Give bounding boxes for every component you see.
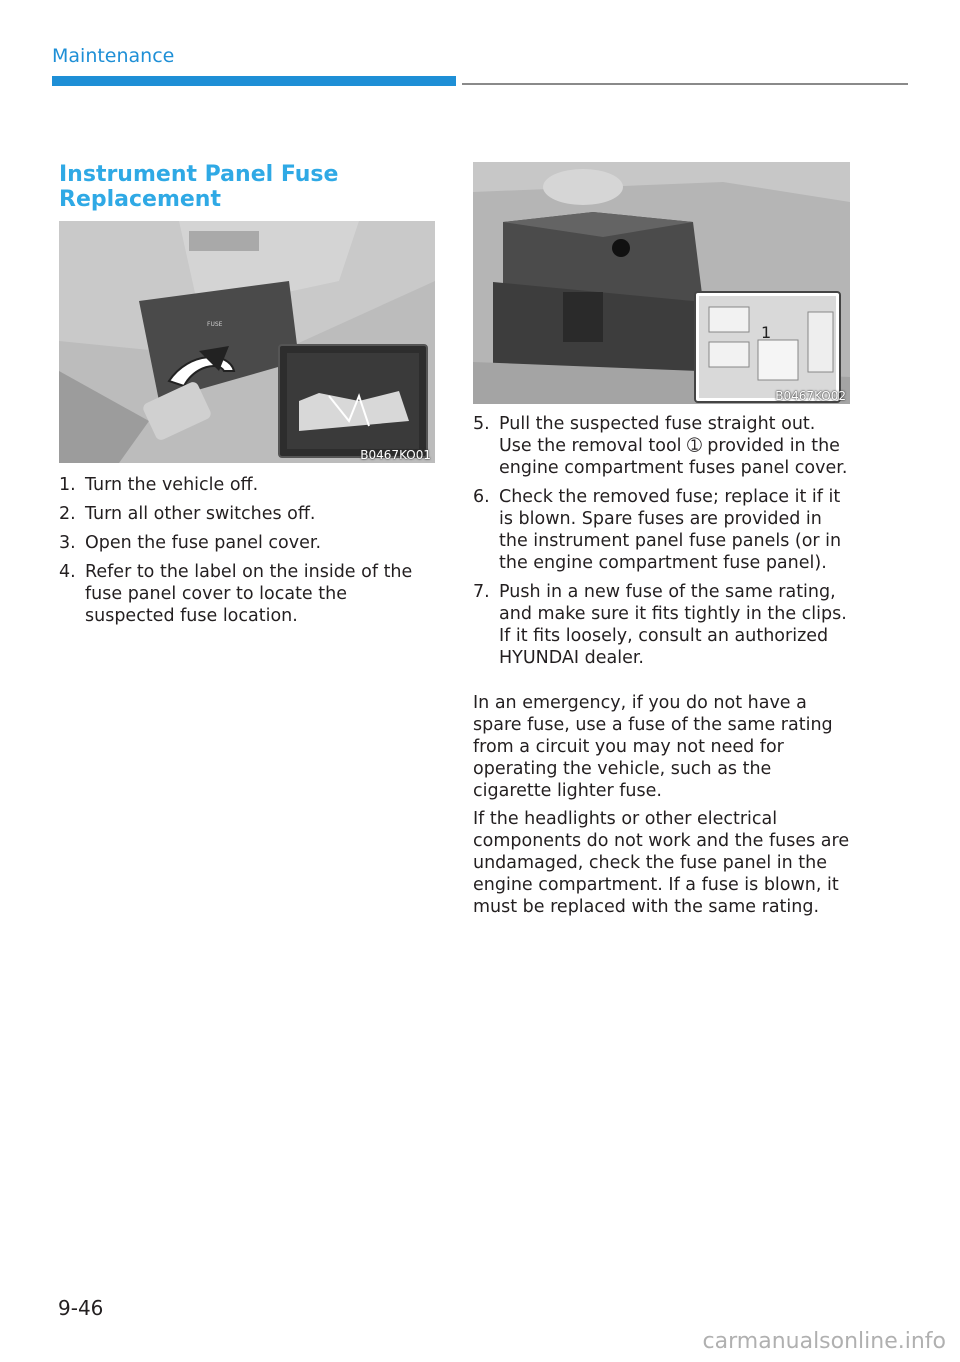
figure-engine-compartment	[473, 162, 850, 404]
steps-left-list	[59, 474, 439, 634]
list-item	[473, 413, 853, 479]
list-item	[473, 486, 853, 574]
step-number: 3.	[59, 533, 76, 553]
step-number: 5.	[473, 414, 490, 434]
watermark: carmanualsonline.info	[702, 1329, 946, 1354]
step-number: 6.	[473, 487, 490, 507]
step-number: 4.	[59, 562, 76, 582]
header-rule-gray	[462, 83, 908, 85]
step-text: Check the removed fuse; replace it if it is blown. Spare fuses are provided in the instrument panel fuse panels (or in the engine compartment fuse panel).	[499, 487, 842, 573]
list-item	[59, 503, 439, 525]
step-text: Turn all other switches off.	[85, 504, 316, 524]
steps-right-list	[473, 413, 853, 676]
page-number: 9-46	[58, 1296, 104, 1320]
callout-number: 1	[761, 323, 772, 342]
step-text: Open the fuse panel cover.	[85, 533, 322, 553]
list-item	[59, 561, 439, 627]
step-number: 7.	[473, 582, 490, 602]
header-rule-blue	[52, 76, 456, 86]
instrument-panel-illustration	[59, 221, 435, 463]
figure-code: B0467KO01	[360, 448, 431, 462]
fuse-cover-label: FUSE	[207, 321, 223, 328]
step-text: Turn the vehicle off.	[85, 475, 259, 495]
figure-code: B0467KO02	[775, 389, 846, 403]
list-item	[59, 474, 439, 496]
step-number: 1.	[59, 475, 76, 495]
list-item	[473, 581, 853, 669]
list-item	[59, 532, 439, 554]
step-text: Refer to the label on the inside of the fuse panel cover to locate the suspected fuse location.	[85, 562, 413, 626]
headlights-paragraph: If the headlights or other electrical components do not work and the fuses are undamaged, check the fuse panel in the engine compartment. If a fuse is blown, it must be replaced with the same rating.	[473, 809, 850, 917]
step-text: Push in a new fuse of the same rating, and make sure it fits tightly in the clips. If it fits loosely, consult an authorized HYUNDAI dealer.	[499, 582, 847, 668]
figure-instrument-panel	[59, 221, 435, 463]
step-number: 2.	[59, 504, 76, 524]
engine-compartment-illustration	[473, 162, 850, 404]
step-text: Pull the suspected fuse straight out. Use the removal tool ➀ provided in the engine compartment fuses panel cover.	[499, 414, 848, 478]
emergency-paragraph: In an emergency, if you do not have a spare fuse, use a fuse of the same rating from a circuit you may not need for operating the vehicle, such as the cigarette lighter fuse.	[473, 693, 833, 801]
section-label: Maintenance	[52, 45, 175, 67]
page-title: Instrument Panel Fuse Replacement	[59, 162, 339, 212]
